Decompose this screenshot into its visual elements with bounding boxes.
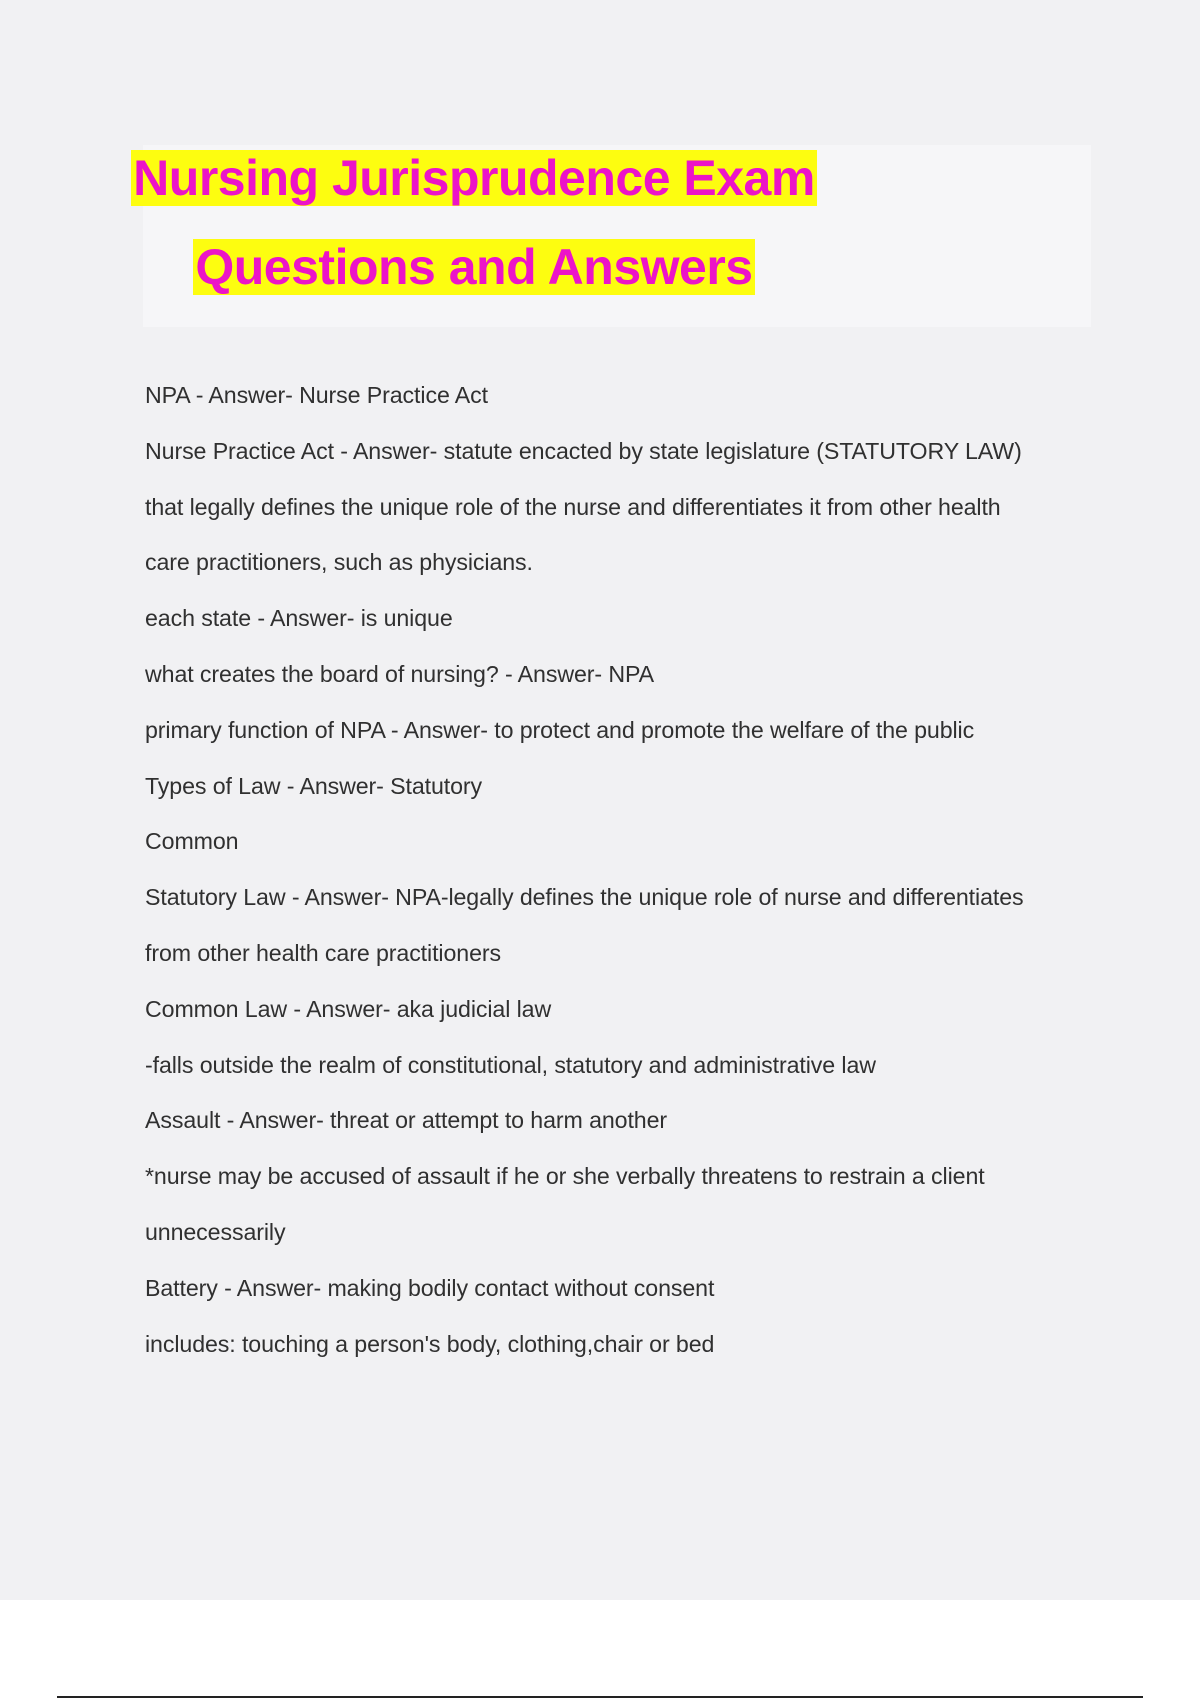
- text-line: Common: [145, 828, 239, 855]
- qa-text-block: [145, 368, 1105, 1372]
- text-line: primary function of NPA - Answer- to protect and promote the welfare of the public: [145, 716, 975, 743]
- text-line: includes: touching a person's body, clothing,chair or bed: [145, 1330, 715, 1357]
- footer-divider: [57, 1696, 1143, 1698]
- text-line: NPA - Answer- Nurse Practice Act: [145, 382, 489, 408]
- text-line: unnecessarily: [145, 1218, 286, 1245]
- title-line-1: [0, 148, 948, 208]
- title-line-2: [0, 237, 948, 297]
- text-line: Types of Law - Answer- Statutory: [145, 772, 483, 799]
- text-line: each state - Answer- is unique: [145, 605, 453, 632]
- title-text-1: Nursing Jurisprudence Exam: [133, 150, 815, 206]
- text-line: Assault - Answer- threat or attempt to harm another: [145, 1107, 668, 1134]
- text-line: from other health care practitioners: [145, 939, 501, 966]
- text-line: Nurse Practice Act - Answer- statute encacted by state legislature (STATUTORY LAW): [145, 437, 1022, 464]
- text-line: *nurse may be accused of assault if he or she verbally threatens to restrain a client: [145, 1163, 985, 1190]
- text-line: Common Law - Answer- aka judicial law: [145, 995, 552, 1022]
- title-text-2: Questions and Answers: [195, 239, 753, 295]
- text-line: what creates the board of nursing? - Answer- NPA: [145, 660, 655, 687]
- text-line: that legally defines the unique role of the nurse and differentiates it from other health: [145, 493, 1001, 520]
- text-line: Statutory Law - Answer- NPA-legally defines the unique role of nurse and differentiates: [145, 884, 1024, 911]
- text-line: -falls outside the realm of constitutional, statutory and administrative law: [145, 1051, 876, 1078]
- text-line: Battery - Answer- making bodily contact without consent: [145, 1274, 715, 1301]
- text-line: care practitioners, such as physicians.: [145, 549, 533, 576]
